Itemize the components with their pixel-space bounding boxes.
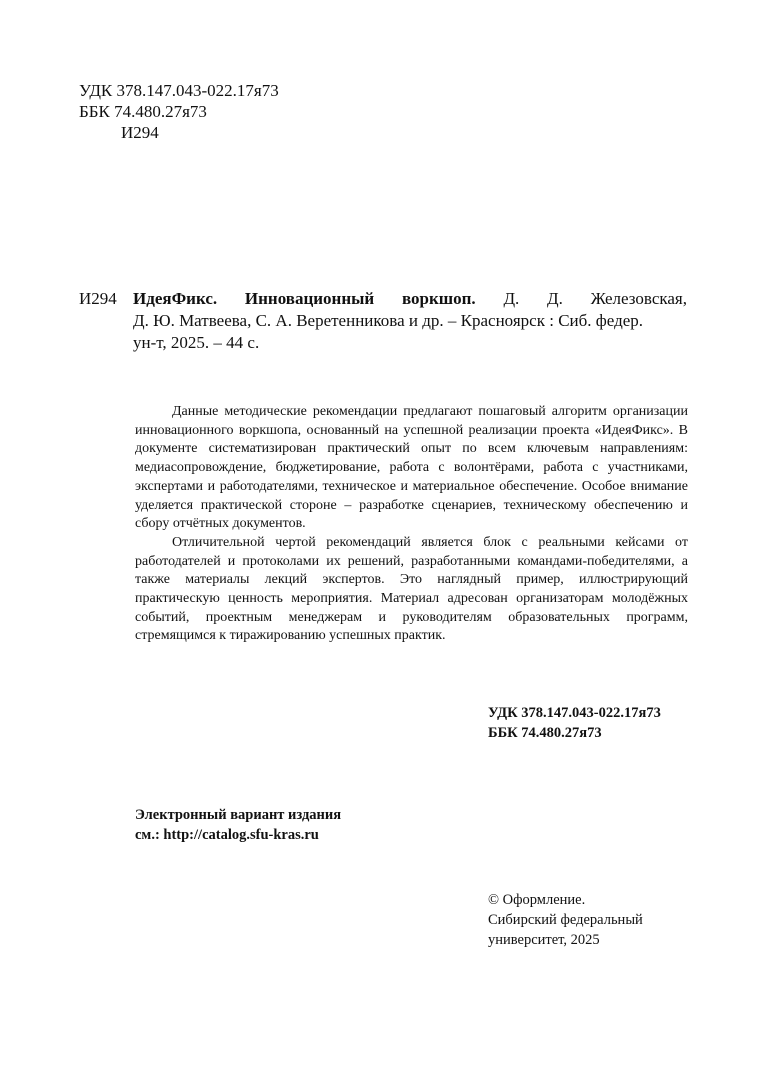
udk-code: УДК 378.147.043-022.17я73 xyxy=(79,81,279,100)
bottom-bbk-code: ББК 74.480.27я73 xyxy=(488,725,602,741)
bibliographic-entry xyxy=(79,288,687,354)
bbk-code: ББК 74.480.27я73 xyxy=(79,102,207,121)
electronic-version-note xyxy=(135,805,341,845)
entry-author-sign: И294 xyxy=(79,289,117,308)
bottom-udk-code: УДК 378.147.043-022.17я73 xyxy=(488,705,661,721)
copyright-line-1: © Оформление. xyxy=(488,892,586,908)
bottom-classification-codes xyxy=(488,703,661,743)
authors-first-line: Д. Д. Железовская, xyxy=(503,289,687,308)
electronic-version-label: Электронный вариант издания xyxy=(135,807,342,823)
abstract xyxy=(135,403,688,646)
abstract-paragraph-2: Отличительной чертой рекомендаций является блок с реальными кейсами от работодателей и протоколами их решений, разработанными командами-победителями, а также материалы лекций экспертов. Это наглядный пример, иллюстрирующий практическую ценность мероприятия. Материал адресован организаторам молодёжных событий, проектным менеджерам и руководителям образовательных программ, стремящимся к тиражированию успешных практик. xyxy=(135,534,688,644)
copyright-line-2: Сибирский федеральный xyxy=(488,912,643,928)
abstract-paragraph-1: Данные методические рекомендации предлагают пошаговый алгоритм организации инновационного воркшопа, основанный на успешной реализации проекта «ИдеяФикс». В документе систематизирован практический опыт по всем ключевым направлениям: медиасопровождение, бюджетирование, работа с волонтёрами, работа с участниками, экспертами и работодателями, техническое и материальное обеспечение. Особое внимание уделяется практической стороне – разработке сценариев, техническому обеспечению и сбору отчётных документов. xyxy=(135,404,688,532)
entry-line-2: Д. Ю. Матвеева, С. А. Веретенникова и др. – Красноярск : Сиб. федер. xyxy=(133,311,644,330)
catalog-link: см.: http://catalog.sfu-kras.ru xyxy=(135,827,319,843)
copyright-notice xyxy=(488,890,643,950)
book-title: ИдеяФикс. Инновационный воркшоп. xyxy=(133,289,476,308)
copyright-line-3: университет, 2025 xyxy=(488,932,600,948)
top-classification-codes xyxy=(79,80,279,143)
entry-line-3: ун-т, 2025. – 44 с. xyxy=(133,333,260,352)
author-sign: И294 xyxy=(121,123,159,142)
